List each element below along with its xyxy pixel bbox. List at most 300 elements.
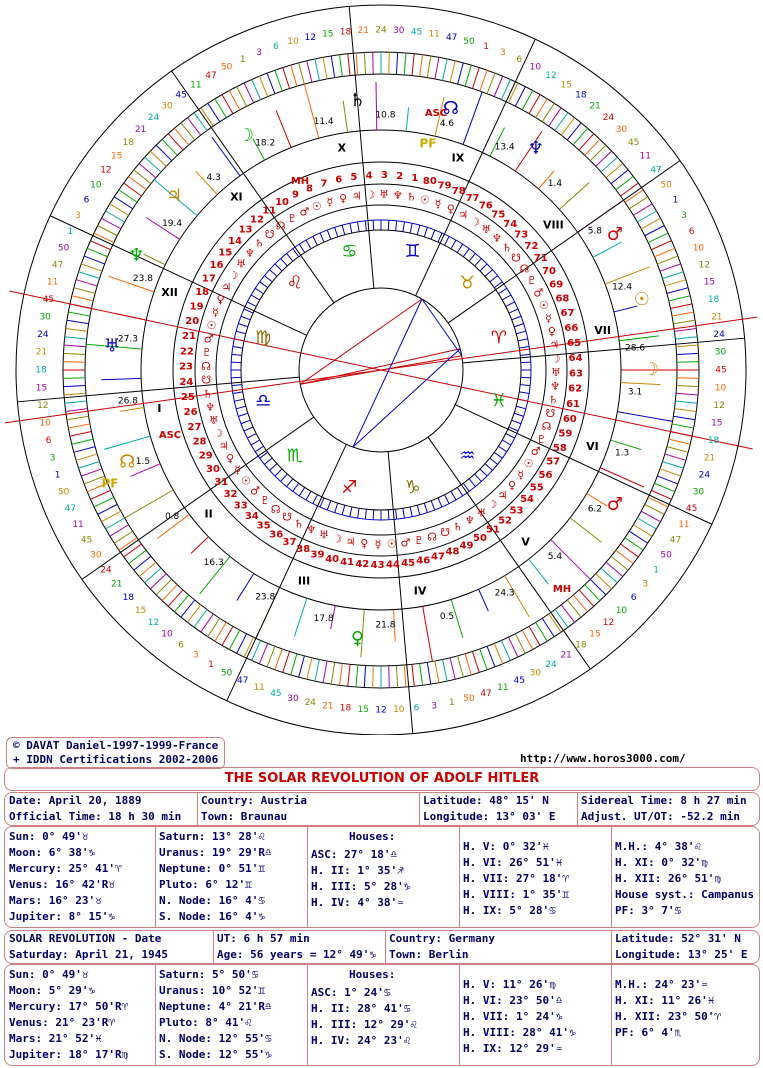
outer-degree-label: 10 xyxy=(90,180,102,191)
degree-number-label: 44 xyxy=(385,559,400,571)
degree-number-label: 66 xyxy=(564,322,579,334)
inner-tick xyxy=(264,276,272,282)
house-numeral: II xyxy=(204,507,213,521)
inner-tick xyxy=(388,510,389,520)
outer-tick xyxy=(616,550,633,563)
outer-tick xyxy=(299,63,305,84)
outer-degree-label: 15 xyxy=(703,277,716,288)
spike-line xyxy=(304,84,318,138)
inner-tick xyxy=(350,223,352,233)
outer-tick xyxy=(229,91,239,110)
inner-tick xyxy=(275,264,282,271)
degree-number-label: 71 xyxy=(533,253,548,265)
outer-tick xyxy=(396,666,397,688)
outer-tick xyxy=(124,183,142,196)
planet-ring-glyph: ☊ xyxy=(519,262,530,276)
degree-number-label: 28 xyxy=(192,436,207,448)
outer-tick xyxy=(299,656,305,677)
outer-tick xyxy=(129,176,146,189)
outer-degree-label: 30 xyxy=(39,312,51,323)
outer-tick xyxy=(66,328,88,331)
planet-ring-glyph: ♀ xyxy=(360,537,369,551)
degree-number-label: 6 xyxy=(335,174,343,186)
outer-tick xyxy=(494,643,502,663)
outer-tick xyxy=(450,658,455,679)
degree-number-label: 45 xyxy=(401,558,416,570)
outer-degree-label: 47 xyxy=(445,32,458,43)
outer-tick xyxy=(79,461,100,468)
revolution-planet-entry: Jupiter: 18° 17'R♍ xyxy=(9,1048,129,1061)
outer-tick xyxy=(536,99,547,118)
planet-ring-glyph: ♂ xyxy=(250,484,261,498)
outer-tick xyxy=(465,65,471,86)
outer-tick xyxy=(667,288,688,294)
outer-tick xyxy=(187,605,200,622)
house-numeral: VI xyxy=(586,439,599,453)
outer-tick xyxy=(450,61,455,82)
outer-degree-label: 50 xyxy=(220,668,233,679)
outer-degree-label: 21 xyxy=(35,347,48,358)
position-readout: 23.8 xyxy=(255,592,276,603)
outer-planet-glyph: ♂ xyxy=(606,224,623,245)
asc-marker: ASC xyxy=(158,430,182,441)
spike-line xyxy=(600,468,644,488)
inner-tick xyxy=(417,505,420,515)
outer-planet-glyph: ♆ xyxy=(128,244,145,266)
natal-houses-title: Houses: xyxy=(349,830,396,843)
position-readout: 21.8 xyxy=(375,620,396,631)
planet-ring-glyph: ☿ xyxy=(374,537,382,551)
outer-tick xyxy=(625,190,643,202)
inner-tick xyxy=(342,225,345,235)
outer-degree-label: 24 xyxy=(602,112,615,123)
pf-marker: PF xyxy=(419,136,437,151)
mh-marker: MH xyxy=(552,584,572,595)
outer-tick xyxy=(323,57,327,79)
inner-tick xyxy=(306,240,311,249)
outer-tick xyxy=(443,59,448,81)
outer-degree-label: 3 xyxy=(49,453,56,464)
natal-sidereal: Sidereal Time: 8 h 27 min xyxy=(581,794,747,807)
planet-ring-glyph: ☽ xyxy=(213,427,224,441)
copyright-notice xyxy=(6,737,225,769)
outer-degree-label: 12 xyxy=(545,71,557,82)
outer-tick xyxy=(267,646,275,667)
outer-tick xyxy=(114,531,132,543)
degree-number-label: 51 xyxy=(485,524,500,536)
outer-planet-glyph: ☽ xyxy=(642,359,660,380)
inner-tick xyxy=(260,282,268,288)
inner-tick xyxy=(373,510,374,520)
outer-tick xyxy=(549,108,561,126)
outer-tick xyxy=(675,401,697,403)
outer-degree-label: 12 xyxy=(698,260,711,271)
natal-planet-entry: Mercury: 25° 41'♈ xyxy=(9,862,122,875)
inner-tick xyxy=(264,458,272,464)
zodiac-sign-glyph: ♌ xyxy=(286,272,303,294)
degree-number-label: 64 xyxy=(568,353,583,365)
outer-tick xyxy=(673,320,695,323)
planet-ring-glyph: ♂ xyxy=(203,332,214,346)
revolution-house-entry: H. V: 11° 26'♍ xyxy=(463,978,556,991)
inner-tick xyxy=(518,339,528,341)
outer-tick xyxy=(106,518,125,529)
inner-tick xyxy=(241,316,250,320)
revolution-longitude: Longitude: 13° 25' E xyxy=(615,948,748,961)
outer-tick xyxy=(660,469,681,476)
outer-planet-glyph: ♃ xyxy=(166,185,183,207)
planet-ring-glyph: ☊ xyxy=(201,359,211,373)
outer-tick xyxy=(657,476,678,484)
planet-ring-glyph: ♀ xyxy=(339,192,348,206)
outer-tick xyxy=(669,439,690,444)
outer-tick xyxy=(665,454,686,460)
site-url[interactable]: http://www.horos3000.com/ xyxy=(520,752,686,765)
natal-houses-col2 xyxy=(463,839,569,919)
outer-tick xyxy=(508,637,517,657)
outer-tick xyxy=(677,353,699,354)
natal-house-entry: H. XI: 0° 32'♍ xyxy=(615,856,708,869)
revolution-house-entry: H. XII: 23° 50'♈ xyxy=(615,1010,721,1023)
outer-degree-label: 15 xyxy=(711,418,723,429)
outer-tick xyxy=(102,511,121,521)
outer-degree-label: 18 xyxy=(707,436,720,447)
outer-tick xyxy=(542,618,554,636)
outer-degree-label: 12 xyxy=(37,401,49,412)
inner-tick xyxy=(403,508,405,518)
natal-planets-col2 xyxy=(159,829,272,925)
inner-tick xyxy=(516,331,526,334)
outer-tick xyxy=(81,469,102,476)
degree-number-label: 32 xyxy=(223,489,238,501)
position-readout: 1.4 xyxy=(547,179,563,190)
degree-number-label: 29 xyxy=(198,450,213,462)
degree-number-label: 37 xyxy=(282,537,297,549)
outer-tick xyxy=(114,197,132,209)
outer-degree-label: 24 xyxy=(147,112,160,123)
outer-degree-label: 45 xyxy=(80,535,93,546)
outer-tick xyxy=(283,652,290,673)
degree-number-label: 57 xyxy=(546,456,561,468)
inner-tick xyxy=(463,483,469,491)
revolution-planet-entry: Neptune: 4° 21'R♎ xyxy=(159,1000,272,1013)
zodiac-sign-glyph: ♐ xyxy=(341,476,358,498)
planet-ring-glyph: ♅ xyxy=(476,506,487,520)
outer-tick xyxy=(64,393,86,395)
outer-tick xyxy=(412,54,414,76)
outer-degree-label: 47 xyxy=(480,688,492,699)
degree-number-label: 36 xyxy=(269,529,284,541)
degree-number-label: 43 xyxy=(370,559,385,571)
natal-planet-entry: Mars: 16° 23'♉ xyxy=(9,894,102,907)
planet-ring-glyph: ♅ xyxy=(379,188,389,202)
outer-tick xyxy=(435,661,439,683)
planet-ring-glyph: ♀ xyxy=(547,325,556,339)
spike-line xyxy=(570,518,602,543)
planet-ring-glyph: ♇ xyxy=(287,212,298,226)
natal-planet-entry: N. Node: 16° 4'♋ xyxy=(159,894,265,907)
outer-degree-label: 45 xyxy=(410,27,423,38)
zodiac-sign-glyph: ♎ xyxy=(255,390,272,412)
revolution-positions xyxy=(4,964,760,1066)
outer-tick xyxy=(672,424,694,428)
degree-number-label: 62 xyxy=(568,383,583,395)
outer-tick xyxy=(667,447,688,453)
outer-degree-label: 12 xyxy=(147,618,160,629)
zodiac-sign-glyph: ♒ xyxy=(459,445,476,467)
degree-number-label: 18 xyxy=(195,287,210,299)
degree-number-label: 58 xyxy=(552,442,567,454)
outer-tick xyxy=(283,68,290,89)
outer-planet-glyph: ☊ xyxy=(119,451,136,473)
degree-number-label: 79 xyxy=(437,180,452,192)
outer-degree-label: 15 xyxy=(322,29,334,40)
outer-tick xyxy=(633,204,652,215)
outer-degree-label: 24 xyxy=(375,25,387,36)
inner-tick xyxy=(396,221,397,231)
planet-ring-glyph: ♂ xyxy=(400,536,411,550)
inner-tick xyxy=(521,362,531,363)
planet-ring-glyph: ♃ xyxy=(549,338,560,352)
outer-degree-label: 3 xyxy=(642,579,649,590)
outer-degree-label: 10 xyxy=(615,605,628,616)
revolution-planet-entry: Mercury: 17° 50'R♈ xyxy=(9,1000,129,1013)
outer-degree-label: 1 xyxy=(448,698,455,709)
inner-tick xyxy=(520,354,530,355)
inner-tick xyxy=(320,233,324,242)
outer-degree-label: 47 xyxy=(51,260,64,271)
outer-tick xyxy=(637,518,656,529)
outer-tick xyxy=(373,52,374,74)
outer-degree-label: 1 xyxy=(483,42,489,53)
outer-tick xyxy=(98,226,118,236)
natal-latitude: Latitude: 48° 15' N xyxy=(423,794,549,807)
degree-number-label: 13 xyxy=(238,224,253,236)
house-numeral: V xyxy=(521,535,530,549)
outer-tick xyxy=(641,511,660,521)
outer-degree-label: 21 xyxy=(560,650,572,661)
natal-house-entry: H. IV: 4° 38'♒ xyxy=(311,896,404,909)
outer-degree-label: 21 xyxy=(703,453,716,464)
outer-tick xyxy=(645,504,665,514)
outer-degree-label: 30 xyxy=(90,550,102,561)
outer-degree-label: 12 xyxy=(713,401,725,412)
position-readout: 27.3 xyxy=(117,334,138,345)
outer-tick xyxy=(201,614,213,632)
outer-degree-label: 6 xyxy=(273,42,279,53)
outer-degree-label: 15 xyxy=(357,705,369,716)
natal-positions xyxy=(4,826,760,928)
degree-number-label: 35 xyxy=(256,520,271,532)
outer-tick xyxy=(669,296,690,301)
outer-degree-label: 11 xyxy=(253,682,265,693)
planet-ring-glyph: ♅ xyxy=(319,528,329,542)
planet-ring-glyph: ☊ xyxy=(275,219,286,233)
outer-degree-label: 30 xyxy=(615,125,628,136)
outer-tick xyxy=(72,439,93,444)
outer-tick xyxy=(68,312,90,316)
aspect-line xyxy=(353,349,460,447)
outer-degree-label: 30 xyxy=(529,668,542,679)
outer-degree-label: 10 xyxy=(529,62,542,73)
inner-tick xyxy=(350,507,352,517)
degree-number-label: 40 xyxy=(325,553,340,565)
inner-tick xyxy=(244,427,253,431)
outer-tick xyxy=(561,118,574,135)
outer-tick xyxy=(67,416,89,419)
inner-tick xyxy=(506,302,515,307)
outer-tick xyxy=(110,204,129,215)
outer-degree-label: 50 xyxy=(463,693,475,704)
planet-ring-glyph: ☉ xyxy=(419,193,430,207)
natal-house-entry: H. VII: 27° 18'♈ xyxy=(463,872,569,885)
planet-ring-glyph: ☽ xyxy=(470,215,480,229)
outer-tick xyxy=(222,626,233,645)
outer-tick xyxy=(549,614,561,632)
outer-tick xyxy=(645,226,665,236)
inner-tick xyxy=(451,240,456,249)
inner-tick xyxy=(475,259,482,266)
revolution-house-entry: PF: 6° 4'♏ xyxy=(615,1026,682,1039)
outer-degree-label: 12 xyxy=(375,705,387,716)
planet-ring-glyph: ☉ xyxy=(523,457,534,471)
degree-number-label: 24 xyxy=(179,376,194,388)
inner-tick xyxy=(293,483,299,491)
spike-line xyxy=(463,92,482,145)
planet-ring-glyph: ♇ xyxy=(536,432,547,446)
outer-degree-label: 1 xyxy=(208,659,214,670)
inner-tick xyxy=(251,295,260,300)
outer-degree-label: 50 xyxy=(220,62,233,73)
planet-ring-glyph: ♄ xyxy=(452,520,463,534)
spike-line xyxy=(191,537,208,554)
degree-number-label: 74 xyxy=(503,218,518,230)
revolution-house-entry: H. IV: 24° 23'♌ xyxy=(311,1034,411,1047)
outer-tick xyxy=(654,248,674,256)
planet-ring-glyph: ☿ xyxy=(212,306,219,320)
inner-tick xyxy=(445,236,450,245)
position-readout: 28.6 xyxy=(625,343,646,354)
revolution-planet-entry: S. Node: 12° 55'♑ xyxy=(159,1048,272,1061)
position-readout: 3.1 xyxy=(627,387,643,398)
outer-tick xyxy=(427,56,430,78)
outer-degree-label: 10 xyxy=(39,418,51,429)
degree-number-label: 22 xyxy=(179,346,194,358)
outer-tick xyxy=(331,662,334,684)
planet-ring-glyph: ☋ xyxy=(282,510,292,524)
inner-tick xyxy=(480,469,487,476)
revolution-house-entry: H. II: 28° 41'♋ xyxy=(311,1002,411,1015)
position-readout: 10.8 xyxy=(375,110,396,121)
outer-degree-label: 11 xyxy=(46,277,59,288)
spike-line xyxy=(101,378,141,379)
inner-tick xyxy=(306,491,311,500)
planet-ring-glyph: ♆ xyxy=(550,379,561,393)
zodiac-sign-glyph: ♋ xyxy=(341,241,358,263)
planet-ring-glyph: ☉ xyxy=(311,200,322,214)
inner-tick xyxy=(232,354,242,355)
degree-number-label: 27 xyxy=(187,422,202,434)
outer-degree-label: 21 xyxy=(134,125,147,136)
degree-number-label: 10 xyxy=(275,196,289,208)
degree-number-label: 21 xyxy=(182,331,196,343)
outer-tick xyxy=(458,656,464,677)
outer-tick xyxy=(443,660,448,682)
degree-number-label: 73 xyxy=(514,229,529,241)
outer-tick xyxy=(106,211,125,222)
inner-tick xyxy=(270,270,277,277)
planet-ring-glyph: ☉ xyxy=(538,298,549,312)
house-numeral: XI xyxy=(230,190,243,204)
outer-tick xyxy=(625,538,643,550)
outer-tick xyxy=(222,95,233,114)
planet-ring-glyph: ☿ xyxy=(326,195,334,209)
planet-ring-glyph: ☊ xyxy=(541,419,552,433)
outer-degree-label: 12 xyxy=(100,165,112,176)
outer-degree-label: 3 xyxy=(499,48,506,59)
position-readout: 18.2 xyxy=(255,138,276,149)
degree-number-label: 53 xyxy=(509,505,524,517)
outer-tick xyxy=(63,385,85,386)
revolution-planet-entry: Saturn: 5° 50'♋ xyxy=(159,968,259,981)
outer-degree-label: 10 xyxy=(161,629,173,640)
position-readout: 6.2 xyxy=(587,504,603,515)
outer-degree-label: 15 xyxy=(560,80,572,91)
outer-tick xyxy=(307,61,312,82)
outer-degree-label: 30 xyxy=(287,693,299,704)
revolution-house-entry: H. VIII: 28° 41'♑ xyxy=(463,1026,576,1039)
outer-tick xyxy=(315,660,320,682)
outer-tick xyxy=(494,76,502,96)
outer-degree-label: 21 xyxy=(322,701,334,712)
inner-tick xyxy=(255,446,263,451)
outer-tick xyxy=(252,79,261,99)
degree-number-label: 50 xyxy=(473,533,487,545)
planet-ring-glyph: ☋ xyxy=(545,406,556,420)
inner-tick xyxy=(509,309,518,313)
degree-number-label: 23 xyxy=(179,361,193,373)
outer-degree-label: 6 xyxy=(516,54,523,65)
outer-tick xyxy=(529,95,540,114)
natal-house-entry: M.H.: 4° 38'♌ xyxy=(615,840,702,853)
inner-tick xyxy=(438,498,442,507)
inner-tick xyxy=(251,440,260,445)
natal-house-entry: H. III: 5° 28'♑ xyxy=(311,880,411,893)
degree-number-label: 70 xyxy=(542,266,556,278)
inner-tick xyxy=(445,495,450,504)
natal-planets-col1 xyxy=(9,829,122,925)
natal-country: Country: Austria xyxy=(201,794,307,807)
outer-degree-label: 45 xyxy=(627,137,640,148)
outer-degree-label: 6 xyxy=(688,227,695,238)
outer-degree-label: 47 xyxy=(205,71,217,82)
inner-tick xyxy=(457,487,462,495)
outer-degree-label: 18 xyxy=(339,703,352,714)
position-readout: 5.4 xyxy=(547,551,563,562)
outer-tick xyxy=(194,609,207,627)
outer-tick xyxy=(244,83,253,103)
outer-tick xyxy=(98,504,118,514)
spike-line xyxy=(144,254,166,265)
outer-degree-label: 24 xyxy=(713,329,725,340)
outer-tick xyxy=(70,432,92,437)
outer-degree-label: 6 xyxy=(83,195,90,206)
outer-tick xyxy=(427,662,430,684)
position-readout: 0.5 xyxy=(439,611,455,622)
degree-number-label: 59 xyxy=(558,428,573,440)
planet-ring-glyph: ♂ xyxy=(533,286,544,300)
degree-number-label: 11 xyxy=(262,205,277,217)
